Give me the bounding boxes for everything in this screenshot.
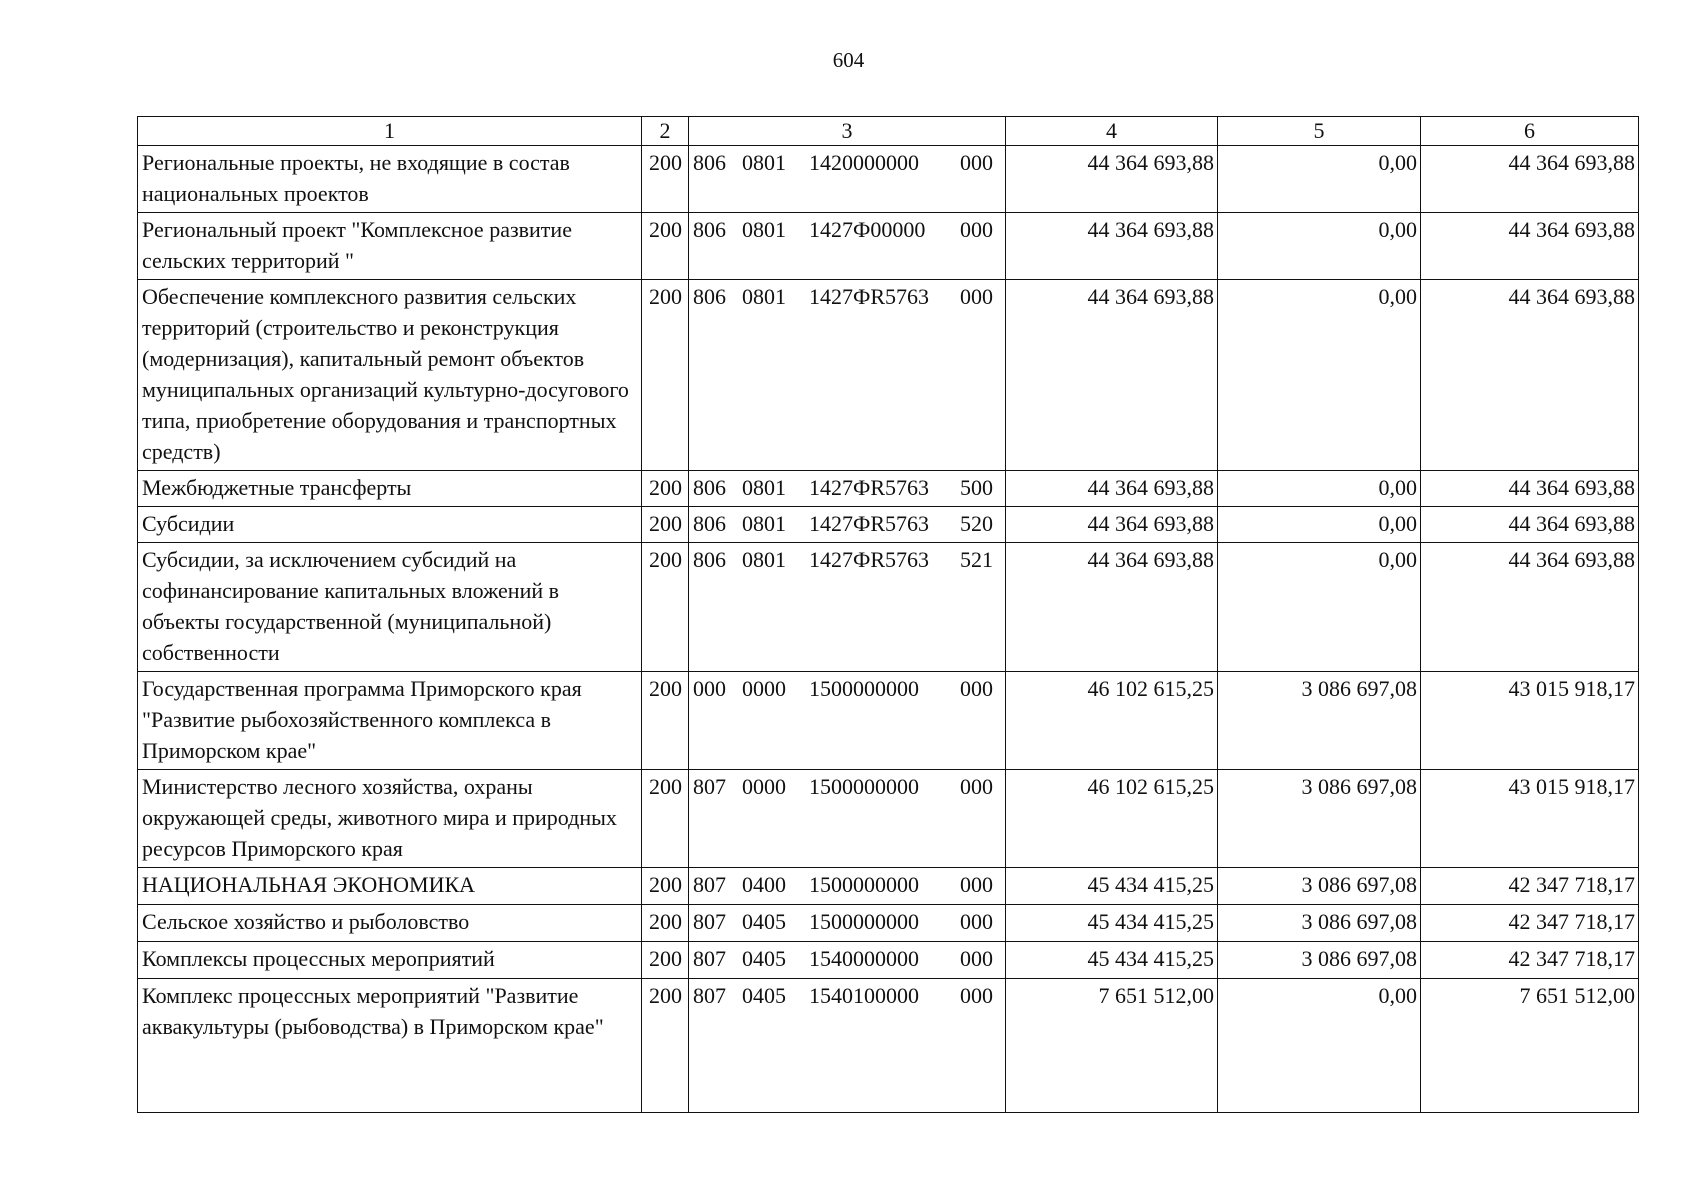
column-2-value: 200 bbox=[642, 146, 689, 213]
table-row bbox=[138, 868, 1639, 905]
grbs-code: 807 bbox=[693, 983, 726, 1008]
column-2-value: 200 bbox=[642, 543, 689, 672]
column-5-amount: 0,00 bbox=[1218, 543, 1421, 672]
table-row bbox=[138, 905, 1639, 942]
grbs-code: 807 bbox=[693, 774, 726, 799]
column-4-amount: 44 364 693,88 bbox=[1006, 213, 1218, 280]
row-name: Комплексы процессных мероприятий bbox=[138, 942, 642, 979]
column-header: 3 bbox=[689, 117, 1006, 146]
section-code: 0801 bbox=[742, 150, 786, 175]
column-2-value: 200 bbox=[642, 471, 689, 507]
column-6-amount: 43 015 918,17 bbox=[1421, 770, 1639, 868]
column-4-amount: 44 364 693,88 bbox=[1006, 507, 1218, 543]
target-article-code: 1540100000 bbox=[809, 983, 919, 1008]
column-5-amount: 3 086 697,08 bbox=[1218, 942, 1421, 979]
target-article-code: 1427ФR5763 bbox=[809, 511, 930, 536]
column-6-amount: 44 364 693,88 bbox=[1421, 146, 1639, 213]
row-name: Межбюджетные трансферты bbox=[138, 471, 642, 507]
grbs-code: 000 bbox=[693, 676, 726, 701]
table-row bbox=[138, 942, 1639, 979]
column-5-amount: 0,00 bbox=[1218, 213, 1421, 280]
column-5-amount: 0,00 bbox=[1218, 471, 1421, 507]
column-6-amount: 42 347 718,17 bbox=[1421, 868, 1639, 905]
column-6-amount: 44 364 693,88 bbox=[1421, 280, 1639, 471]
column-5-amount: 3 086 697,08 bbox=[1218, 672, 1421, 770]
column-6-amount: 42 347 718,17 bbox=[1421, 905, 1639, 942]
row-name: Комплекс процессных мероприятий "Развитие аквакультуры (рыбоводства) в Приморском крае" bbox=[138, 979, 642, 1113]
target-article-code: 1420000000 bbox=[809, 150, 919, 175]
section-code: 0405 bbox=[742, 983, 786, 1008]
table-row bbox=[138, 146, 1639, 213]
grbs-code: 806 bbox=[693, 547, 726, 572]
column-4-amount: 44 364 693,88 bbox=[1006, 471, 1218, 507]
column-header: 6 bbox=[1421, 117, 1639, 146]
column-2-value: 200 bbox=[642, 770, 689, 868]
column-6-amount: 7 651 512,00 bbox=[1421, 979, 1639, 1113]
table-row bbox=[138, 280, 1639, 471]
classification-code bbox=[689, 868, 1006, 905]
column-4-amount: 44 364 693,88 bbox=[1006, 280, 1218, 471]
column-6-amount: 44 364 693,88 bbox=[1421, 507, 1639, 543]
target-article-code: 1500000000 bbox=[809, 774, 919, 799]
column-5-amount: 0,00 bbox=[1218, 979, 1421, 1113]
column-4-amount: 44 364 693,88 bbox=[1006, 543, 1218, 672]
section-code: 0000 bbox=[742, 676, 786, 701]
expense-type-code: 000 bbox=[960, 284, 993, 309]
grbs-code: 806 bbox=[693, 511, 726, 536]
section-code: 0000 bbox=[742, 774, 786, 799]
section-code: 0801 bbox=[742, 217, 786, 242]
row-name: Государственная программа Приморского края "Развитие рыбохозяйственного комплекса в Приморском крае" bbox=[138, 672, 642, 770]
classification-code bbox=[689, 942, 1006, 979]
expense-type-code: 520 bbox=[960, 511, 993, 536]
table-row bbox=[138, 979, 1639, 1113]
grbs-code: 806 bbox=[693, 150, 726, 175]
row-name: Региональные проекты, не входящие в состав национальных проектов bbox=[138, 146, 642, 213]
column-2-value: 200 bbox=[642, 213, 689, 280]
target-article-code: 1540000000 bbox=[809, 946, 919, 971]
section-code: 0801 bbox=[742, 284, 786, 309]
column-6-amount: 44 364 693,88 bbox=[1421, 543, 1639, 672]
row-name: Субсидии, за исключением субсидий на софинансирование капитальных вложений в объекты государственной (муниципальной) собственности bbox=[138, 543, 642, 672]
expense-type-code: 000 bbox=[960, 217, 993, 242]
table-row bbox=[138, 213, 1639, 280]
section-code: 0400 bbox=[742, 872, 786, 897]
expense-type-code: 000 bbox=[960, 983, 993, 1008]
classification-code bbox=[689, 280, 1006, 471]
table-row bbox=[138, 471, 1639, 507]
grbs-code: 806 bbox=[693, 475, 726, 500]
section-code: 0405 bbox=[742, 946, 786, 971]
column-4-amount: 45 434 415,25 bbox=[1006, 942, 1218, 979]
section-code: 0801 bbox=[742, 547, 786, 572]
expense-type-code: 000 bbox=[960, 676, 993, 701]
column-4-amount: 44 364 693,88 bbox=[1006, 146, 1218, 213]
target-article-code: 1427ФR5763 bbox=[809, 547, 930, 572]
column-5-amount: 0,00 bbox=[1218, 280, 1421, 471]
column-2-value: 200 bbox=[642, 905, 689, 942]
target-article-code: 1427ФR5763 bbox=[809, 475, 930, 500]
table-row bbox=[138, 770, 1639, 868]
row-name: Субсидии bbox=[138, 507, 642, 543]
expense-type-code: 000 bbox=[960, 150, 993, 175]
classification-code bbox=[689, 146, 1006, 213]
row-name: Региональный проект "Комплексное развитие сельских территорий " bbox=[138, 213, 642, 280]
grbs-code: 807 bbox=[693, 946, 726, 971]
classification-code bbox=[689, 905, 1006, 942]
column-5-amount: 3 086 697,08 bbox=[1218, 905, 1421, 942]
column-5-amount: 3 086 697,08 bbox=[1218, 868, 1421, 905]
budget-table bbox=[137, 116, 1639, 1113]
expense-type-code: 000 bbox=[960, 946, 993, 971]
column-2-value: 200 bbox=[642, 942, 689, 979]
column-4-amount: 46 102 615,25 bbox=[1006, 770, 1218, 868]
page-number: 604 bbox=[832, 48, 865, 72]
grbs-code: 806 bbox=[693, 284, 726, 309]
table-row bbox=[138, 507, 1639, 543]
column-6-amount: 42 347 718,17 bbox=[1421, 942, 1639, 979]
expense-type-code: 000 bbox=[960, 774, 993, 799]
classification-code bbox=[689, 507, 1006, 543]
expense-type-code: 000 bbox=[960, 872, 993, 897]
classification-code bbox=[689, 770, 1006, 868]
column-5-amount: 0,00 bbox=[1218, 507, 1421, 543]
column-4-amount: 45 434 415,25 bbox=[1006, 868, 1218, 905]
target-article-code: 1500000000 bbox=[809, 909, 919, 934]
expense-type-code: 521 bbox=[960, 547, 993, 572]
column-2-value: 200 bbox=[642, 280, 689, 471]
row-name: НАЦИОНАЛЬНАЯ ЭКОНОМИКА bbox=[138, 868, 642, 905]
section-code: 0801 bbox=[742, 511, 786, 536]
classification-code bbox=[689, 543, 1006, 672]
column-header: 5 bbox=[1218, 117, 1421, 146]
table-header-row bbox=[138, 117, 1639, 146]
target-article-code: 1500000000 bbox=[809, 676, 919, 701]
row-name: Министерство лесного хозяйства, охраны окружающей среды, животного мира и природных ресурсов Приморского края bbox=[138, 770, 642, 868]
section-code: 0801 bbox=[742, 475, 786, 500]
target-article-code: 1427ФR5763 bbox=[809, 284, 930, 309]
column-header: 1 bbox=[138, 117, 642, 146]
classification-code bbox=[689, 213, 1006, 280]
classification-code bbox=[689, 979, 1006, 1113]
table-row bbox=[138, 543, 1639, 672]
column-2-value: 200 bbox=[642, 672, 689, 770]
column-4-amount: 46 102 615,25 bbox=[1006, 672, 1218, 770]
column-2-value: 200 bbox=[642, 868, 689, 905]
column-5-amount: 0,00 bbox=[1218, 146, 1421, 213]
classification-code bbox=[689, 672, 1006, 770]
column-4-amount: 45 434 415,25 bbox=[1006, 905, 1218, 942]
column-5-amount: 3 086 697,08 bbox=[1218, 770, 1421, 868]
column-header: 2 bbox=[642, 117, 689, 146]
column-2-value: 200 bbox=[642, 507, 689, 543]
target-article-code: 1500000000 bbox=[809, 872, 919, 897]
column-6-amount: 44 364 693,88 bbox=[1421, 471, 1639, 507]
grbs-code: 807 bbox=[693, 909, 726, 934]
column-4-amount: 7 651 512,00 bbox=[1006, 979, 1218, 1113]
expense-type-code: 500 bbox=[960, 475, 993, 500]
column-6-amount: 44 364 693,88 bbox=[1421, 213, 1639, 280]
column-2-value: 200 bbox=[642, 979, 689, 1113]
row-name: Обеспечение комплексного развития сельских территорий (строительство и реконструкция (модернизация), капитальный ремонт объектов муниципальных организаций культурно-досугового типа, приобретение оборудования и транспортных средств) bbox=[138, 280, 642, 471]
grbs-code: 806 bbox=[693, 217, 726, 242]
table-row bbox=[138, 672, 1639, 770]
classification-code bbox=[689, 471, 1006, 507]
column-header: 4 bbox=[1006, 117, 1218, 146]
column-6-amount: 43 015 918,17 bbox=[1421, 672, 1639, 770]
section-code: 0405 bbox=[742, 909, 786, 934]
grbs-code: 807 bbox=[693, 872, 726, 897]
row-name: Сельское хозяйство и рыболовство bbox=[138, 905, 642, 942]
expense-type-code: 000 bbox=[960, 909, 993, 934]
target-article-code: 1427Ф00000 bbox=[809, 217, 926, 242]
